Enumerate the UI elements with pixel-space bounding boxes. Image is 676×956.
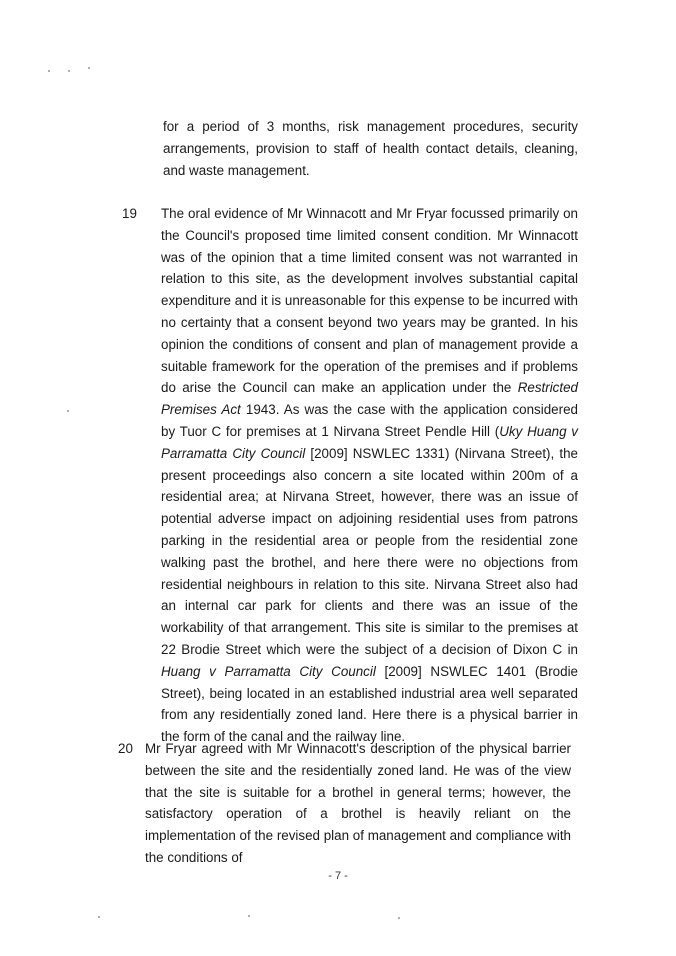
scan-speck — [68, 70, 70, 72]
scan-speck — [88, 67, 90, 69]
scan-speck — [98, 916, 100, 918]
paragraph-number-20: 20 — [118, 741, 133, 756]
paragraph-19-text: [2009] NSWLEC 1331) (Nirvana Street), the present proceedings also concern a site located within 200m of a residential area; at Nirvana Street, however, there was an issue of potential adverse impact on adjoining residential uses from patrons parking in the residential area or people from the residential zone walking past the brothel, and here there were no objections from residential neighbours in relation to this site. Nirvana Street also had an internal car park for clients and there was an issue of the workability of that arrangement. This site is similar to the premises at 22 Brodie Street which were the subject of a decision of Dixon C in — [161, 445, 578, 657]
paragraph-number-19: 19 — [122, 206, 137, 221]
paragraph-19-text: The oral evidence of Mr Winnacott and Mr Fryar focussed primarily on the Council's proposed time limited consent condition. Mr Winnacott was of the opinion that a time limited consent was not warranted in relation to this site, as the development involves substantial capital expenditure and it is unreasonable for this expense to be incurred with no certainty that a consent beyond two years may be granted. In his opinion the conditions of consent and plan of management provide a suitable framework for the operation of the premises and if problems do arise the Council can make an application under the — [161, 206, 578, 396]
continuation-paragraph: for a period of 3 months, risk management procedures, security arrangements, provision to staff of health contact details, cleaning, and waste management. — [163, 119, 578, 178]
case-citation-act: Restricted Premises Act — [161, 380, 578, 418]
paragraph-19 — [161, 203, 578, 748]
case-citation-brodie: Huang v Parramatta City Council — [161, 663, 376, 679]
paragraph-19-text: [2009] NSWLEC 1401 (Brodie Street), being located in an established industrial area well separated from any residentially zoned land. Here there is a physical barrier in the form of the canal and the railway line. — [161, 663, 578, 745]
case-citation-nirvana: Uky Huang v Parramatta City Council — [161, 423, 579, 461]
page-number: - 7 - — [328, 870, 348, 882]
scan-speck — [398, 917, 400, 919]
scan-speck — [67, 410, 69, 412]
scan-speck — [48, 70, 50, 72]
scan-speck — [248, 915, 250, 917]
paragraph-20: Mr Fryar agreed with Mr Winnacott's description of the physical barrier between the site and the residentially zoned land. He was of the view that the site is suitable for a brothel in general terms; however, the satisfactory operation of a brothel is heavily reliant on the implementation of the revised plan of management and compliance with the conditions of — [145, 741, 571, 865]
paragraph-19-text: 1943. As was the case with the application considered by Tuor C for premises at 1 Nirvana Street Pendle Hill ( — [161, 402, 578, 439]
